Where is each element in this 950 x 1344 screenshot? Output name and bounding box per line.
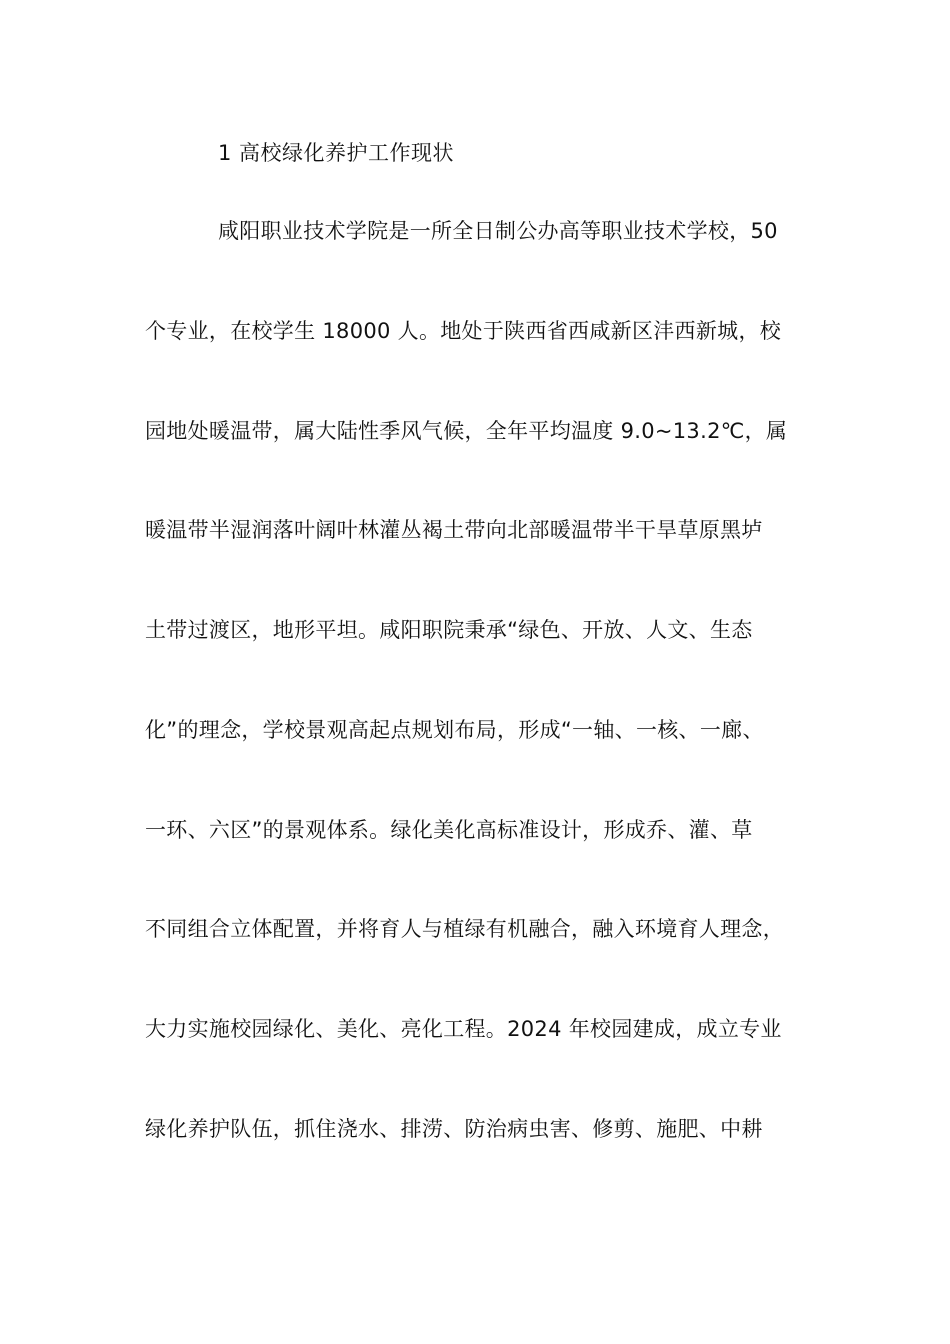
paragraph-line: 绿化养护队伍，抓住浇水、排涝、防治病虫害、修剪、施肥、中耕 (145, 1117, 763, 1141)
paragraph-line: 园地处暖温带，属大陆性季风气候，全年平均温度 9.0~13.2℃，属 (145, 419, 788, 443)
paragraph-line: 大力实施校园绿化、美化、亮化工程。2024 年校园建成，成立专业 (145, 1017, 782, 1041)
paragraph-line: 咸阳职业技术学院是一所全日制公办高等职业技术学校，50 (218, 219, 778, 243)
paragraph-line: 暖温带半湿润落叶阔叶林灌丛褐土带向北部暖温带半干旱草原黑垆 (145, 518, 763, 542)
section-heading: 1 高校绿化养护工作现状 (218, 141, 455, 165)
paragraph-line: 化”的理念，学校景观高起点规划布局，形成“一轴、一核、一廊、 (145, 718, 764, 742)
paragraph-line: 不同组合立体配置，并将育人与植绿有机融合，融入环境育人理念， (145, 917, 784, 941)
paragraph-line: 一环、六区”的景观体系。绿化美化高标准设计，形成乔、灌、草 (145, 818, 753, 842)
paragraph-line: 个专业，在校学生 18000 人。地处于陕西省西咸新区沣西新城，校 (145, 319, 782, 343)
paragraph-line: 土带过渡区，地形平坦。咸阳职院秉承“绿色、开放、人文、生态 (145, 618, 753, 642)
